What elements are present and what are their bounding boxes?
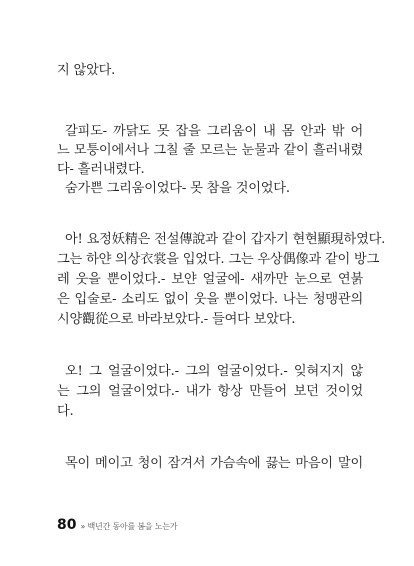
text-line: 느 모퉁이에서나 그칠 줄 모르는 눈물과 같이 흘러내렸 (57, 143, 363, 158)
text-line: 레 웃을 뿐이었다.- 보얀 얼굴에- 새까만 눈으로 연붉 (57, 272, 363, 287)
text-line: 다- 흘러내렸다. (57, 162, 145, 177)
text-line: 목이 메이고 청이 잠겨서 가슴속에 끓는 마음이 말이 (65, 456, 363, 471)
text-line: 는 그의 얼굴이었다.- 내가 항상 만들어 보던 것이었 (57, 384, 363, 399)
text-line: 은 입술로- 소리도 없이 웃을 뿐이었다. 나는 청맹관의 (57, 292, 363, 307)
text-line: 갈피도- 까닭도 못 잡을 그리움이 내 몸 안과 밖 어 (65, 124, 363, 139)
running-title: » 백년간 동아를 봄을 노는가 (80, 522, 178, 531)
page-footer (57, 517, 177, 537)
text-line: 다. (57, 404, 74, 419)
text-line: 숨가쁜 그리움이었다- 못 참을 것이었다. (65, 181, 290, 196)
text-line: 시양觀從으로 바라보았다.- 들여다 보았다. (57, 312, 296, 327)
page-number: 80 (57, 517, 77, 533)
text-line: 오! 그 얼굴이었다.- 그의 얼굴이었다.- 잊혀지지 않 (65, 364, 363, 379)
text-line: 아! 요정妖精은 전설傳說과 같이 갑자기 현현顯現하였다. (65, 232, 386, 247)
text-line: 그는 하얀 의상衣裳을 입었다. 그는 우상偶像과 같이 방그 (57, 252, 380, 267)
text-line: 지 않았다. (57, 63, 116, 78)
